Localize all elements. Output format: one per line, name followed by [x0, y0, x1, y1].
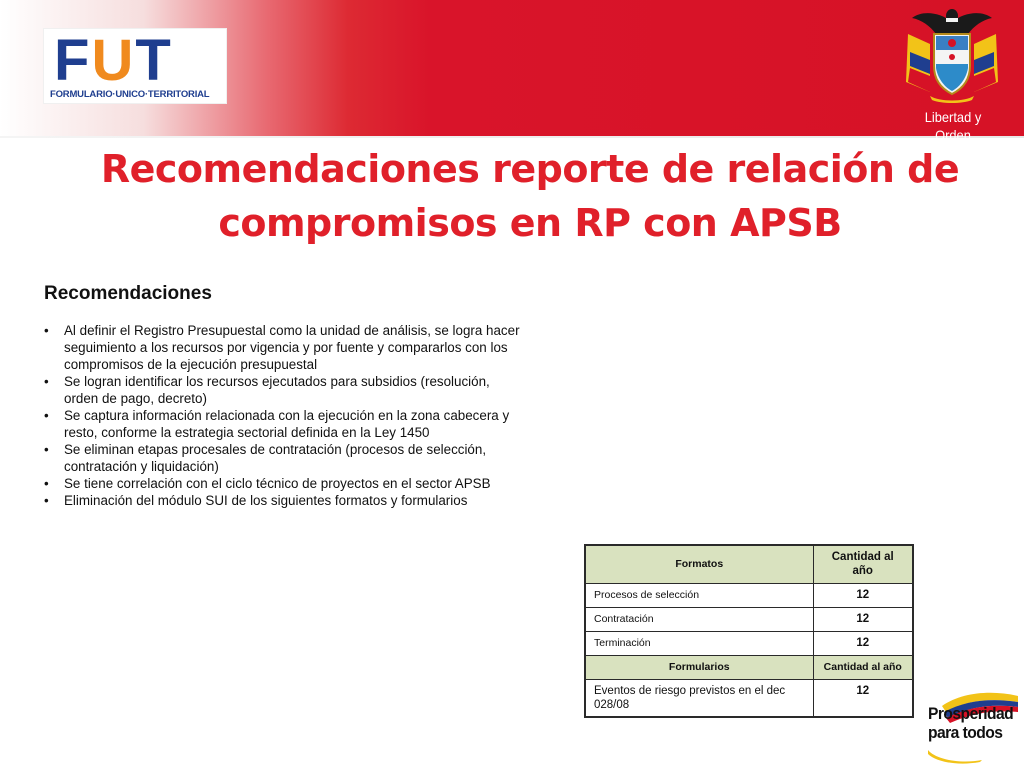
prosperidad-line-2: para todos: [928, 723, 1003, 742]
bullet-icon: •: [44, 374, 49, 389]
formats-table: [584, 544, 912, 718]
list-item: [44, 407, 524, 441]
list-item-text: Se logran identificar los recursos ejecutados para subsidios (resolución, orden de pago, decreto): [64, 374, 490, 406]
cell-name: Eventos de riesgo previstos en el dec 028/08: [585, 679, 813, 717]
formats-table-grid: [584, 544, 914, 718]
bullet-icon: •: [44, 323, 49, 338]
bullet-icon: •: [44, 493, 49, 508]
section-heading: Recomendaciones: [44, 283, 212, 304]
header-divider: [0, 136, 1024, 138]
prosperidad-line-1: Prosperidad: [928, 704, 1014, 723]
table-header-row: [585, 655, 913, 679]
fut-logo-caption: FORMULARIO·UNICO·TERRITORIAL: [50, 89, 210, 100]
header-cell-cantidad: Cantidad al año: [813, 545, 913, 583]
prosperidad-logo-text: [928, 704, 1016, 742]
list-item-text: Se eliminan etapas procesales de contratación (procesos de selección, contratación y liquidación): [64, 442, 487, 474]
page-title-line-1: Recomendaciones reporte de relación de: [100, 147, 960, 191]
list-item: [44, 441, 524, 475]
header-cell-formatos: Formatos: [585, 545, 813, 583]
table-row: [585, 607, 913, 631]
page-title-line-2: compromisos en RP con APSB: [218, 201, 842, 245]
bullet-icon: •: [44, 476, 49, 491]
table-header-row: [585, 545, 913, 583]
table-row: [585, 583, 913, 607]
cell-qty: 12: [813, 607, 913, 631]
bullet-icon: •: [44, 408, 49, 423]
list-item-text: Se captura información relacionada con la ejecución en la zona cabecera y resto, conforme la estrategia sectorial definida en la Ley 1450: [64, 408, 510, 440]
fut-logo-letters: [54, 28, 220, 93]
cell-qty: 12: [813, 583, 913, 607]
list-item: [44, 492, 524, 509]
fut-letter-u: U: [91, 28, 136, 93]
header-cell-cantidad: Cantidad al año: [813, 655, 913, 679]
cell-name: Procesos de selección: [585, 583, 813, 607]
list-item-text: Al definir el Registro Presupuestal como la unidad de análisis, se logra hacer seguimiento a los recursos por vigencia y por fuente y compararlos con los compromisos de la ejecución presupuestal: [64, 323, 520, 372]
cell-qty: 12: [813, 679, 913, 717]
list-item: [44, 373, 524, 407]
list-item: [44, 475, 524, 492]
fut-letter-t: T: [135, 28, 173, 93]
coat-of-arms-icon: [900, 4, 1004, 104]
cell-qty: 12: [813, 631, 913, 655]
fut-logo: [44, 29, 226, 103]
list-item: [44, 322, 524, 373]
recommendations-list: [44, 322, 524, 509]
header-cell-formularios: Formularios: [585, 655, 813, 679]
list-item-text: Eliminación del módulo SUI de los siguientes formatos y formularios: [64, 493, 468, 508]
table-row: [585, 679, 913, 717]
fut-letter-f: F: [54, 28, 92, 93]
cell-name: Terminación: [585, 631, 813, 655]
coat-of-arms-motto: Libertad y Orden: [924, 109, 982, 143]
bullet-icon: •: [44, 442, 49, 457]
page-title: [100, 142, 960, 250]
list-item-text: Se tiene correlación con el ciclo técnico de proyectos en el sector APSB: [64, 476, 491, 491]
table-row: [585, 631, 913, 655]
cell-name: Contratación: [585, 607, 813, 631]
